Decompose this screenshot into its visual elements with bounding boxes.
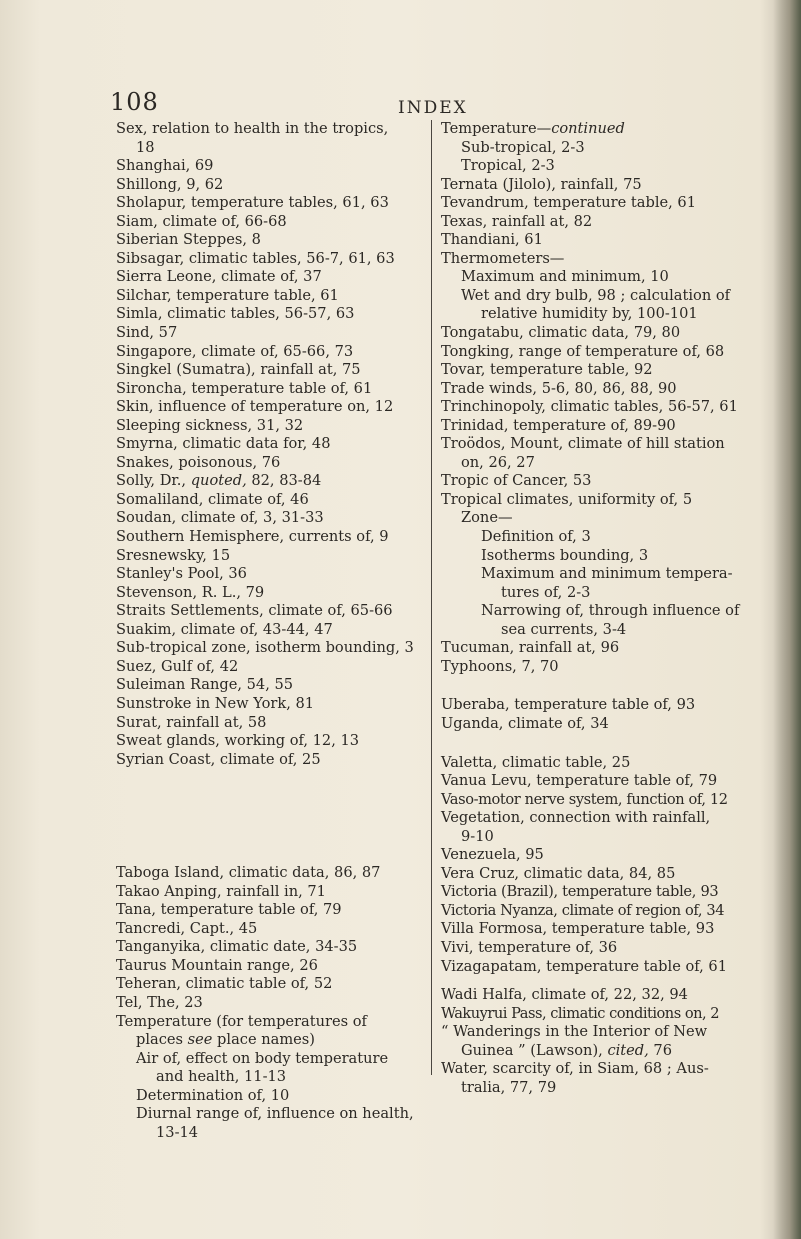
index-entry: Tongking, range of temperature of, 68 [441,342,725,360]
index-entry: Singkel (Sumatra), rainfall at, 75 [116,361,361,379]
index-entry: Somaliland, climate of, 46 [116,490,309,508]
index-entry: Trinchinopoly, climatic tables, 56-57, 61 [441,398,738,416]
index-entry: Wadi Halfa, climate of, 22, 32, 94 [441,986,688,1004]
index-entry: Siberian Steppes, 8 [116,231,261,249]
index-entry: Suakim, climate of, 43-44, 47 [116,620,333,638]
index-entry: Tel, The, 23 [116,993,203,1011]
index-entry: Vaso-motor nerve system, function of, 12 [441,790,728,808]
index-entry: Ternata (Jilolo), rainfall, 75 [441,175,642,193]
index-entry: Sironcha, temperature table of, 61 [116,379,373,397]
index-entry: Simla, climatic tables, 56-57, 63 [116,305,355,323]
index-entry: Tongatabu, climatic data, 79, 80 [441,324,681,342]
index-entry: Sholapur, temperature tables, 61, 63 [116,194,389,212]
index-column-left [116,120,416,1142]
index-entry: “ Wanderings in the Interior of New [441,1023,708,1041]
index-entry: Taboga Island, climatic data, 86, 87 [116,864,381,882]
index-subentry: Sub-tropical, 2-3 [461,138,585,156]
index-entry: Thandiani, 61 [441,231,543,249]
letter-group-gap [441,976,751,986]
index-entry: Victoria (Brazil), temperature table, 93 [441,883,719,901]
index-entry: Temperature (for temperatures of [116,1012,367,1030]
index-entry: Tancredi, Capt., 45 [116,919,258,937]
index-entry-continuation: 18 [136,138,155,156]
column-divider [431,120,432,1075]
index-entry: Teheran, climatic table of, 52 [116,975,333,993]
index-entry-continuation: 9-10 [461,827,494,845]
index-entry: Silchar, temperature table, 61 [116,286,339,304]
index-entry: Sresnewsky, 15 [116,546,231,564]
continued-heading: Temperature—continued [441,120,625,137]
index-entry: Suleiman Range, 54, 55 [116,676,294,694]
index-subentry: Definition of, 3 [481,528,591,546]
index-entry: Taurus Mountain range, 26 [116,956,318,974]
letter-group-gap [441,734,751,754]
index-entry: Surat, rainfall at, 58 [116,713,267,731]
index-entry: Villa Formosa, temperature table, 93 [441,920,715,938]
index-entry: Vizagapatam, temperature table of, 61 [441,957,727,975]
index-entry-continuation: Guinea ” (Lawson), cited, 76 [461,1041,672,1059]
index-entry: Sind, 57 [116,324,178,342]
index-subentry: Diurnal range of, influence on health, [136,1105,414,1123]
index-entry: Valetta, climatic table, 25 [441,753,631,771]
index-entry-continuation: tralia, 77, 79 [461,1078,557,1096]
index-entry: Typhoons, 7, 70 [441,657,559,675]
running-head: INDEX [398,98,468,118]
index-entry: Sibsagar, climatic tables, 56-7, 61, 63 [116,249,395,267]
index-entry: Trinidad, temperature of, 89-90 [441,416,676,434]
index-entry: Tanganyika, climatic date, 34-35 [116,938,358,956]
index-entry: Sunstroke in New York, 81 [116,694,315,712]
index-subentry: Narrowing of, through influence of [481,602,740,620]
index-entry: Southern Hemisphere, currents of, 9 [116,528,389,546]
letter-group-gap [441,676,751,696]
index-entry: Venezuela, 95 [441,846,544,864]
index-subentry: Determination of, 10 [136,1086,290,1104]
index-subentry-continuation: 13-14 [156,1123,199,1141]
index-subentry-continuation: tures of, 2-3 [501,583,591,601]
index-entry: Singapore, climate of, 65-66, 73 [116,342,354,360]
index-entry: Tropic of Cancer, 53 [441,472,592,490]
index-entry: Vegetation, connection with rainfall, [441,809,711,827]
index-entry: Zone— [461,509,513,527]
index-entry: Vivi, temperature of, 36 [441,938,618,956]
index-entry: Snakes, poisonous, 76 [116,453,281,471]
index-subentry: Maximum and minimum, 10 [461,268,669,286]
index-entry: Sweat glands, working of, 12, 13 [116,732,360,750]
index-entry: Tana, temperature table of, 79 [116,901,342,919]
index-entry: Victoria Nyanza, climate of region of, 34 [441,901,725,919]
index-entry: Vanua Levu, temperature table of, 79 [441,772,718,790]
index-entry: Sierra Leone, climate of, 37 [116,268,322,286]
index-entry: Soudan, climate of, 3, 31-33 [116,509,324,527]
index-entry: Suez, Gulf of, 42 [116,657,239,675]
index-entry: Sub-tropical zone, isotherm bounding, 3 [116,639,414,657]
index-entry: Tevandrum, temperature table, 61 [441,194,696,212]
index-entry-continuation: places see place names) [136,1031,315,1049]
index-entry: Vera Cruz, climatic data, 84, 85 [441,864,676,882]
page-edge-shadow [773,0,801,1239]
index-entry: Shillong, 9, 62 [116,175,224,193]
index-subentry-continuation: and health, 11-13 [156,1068,287,1086]
index-subentry: Maximum and minimum tempera- [481,565,733,583]
index-entry: Shanghai, 69 [116,157,214,175]
index-entry: Uberaba, temperature table of, 93 [441,696,696,714]
index-entry: Takao Anping, rainfall in, 71 [116,882,326,900]
index-subentry: Tropical, 2-3 [461,157,555,175]
index-entry: Texas, rainfall at, 82 [441,212,593,230]
index-column-right [441,120,751,1097]
index-entry: Water, scarcity of, in Siam, 68 ; Aus- [441,1060,709,1078]
index-entry: Sex, relation to health in the tropics, [116,120,389,137]
letter-group-gap [116,769,416,864]
index-entry: Tucuman, rainfall at, 96 [441,639,620,657]
index-entry: Syrian Coast, climate of, 25 [116,750,321,768]
index-entry: Tropical climates, uniformity of, 5 [441,490,693,508]
index-entry: Uganda, climate of, 34 [441,714,609,732]
index-subentry-continuation: sea currents, 3-4 [501,620,627,638]
index-entry: Troödos, Mount, climate of hill station [441,435,725,453]
index-entry: Smyrna, climatic data for, 48 [116,435,331,453]
index-entry: Tovar, temperature table, 92 [441,361,653,379]
index-entry: Sleeping sickness, 31, 32 [116,416,304,434]
index-entry: Thermometers— [441,249,565,267]
index-entry: Solly, Dr., quoted, 82, 83-84 [116,472,322,490]
index-entry-continuation: on, 26, 27 [461,453,535,471]
index-entry: Stevenson, R. L., 79 [116,583,265,601]
index-subentry: Air of, effect on body temperature [136,1049,389,1067]
index-entry: Trade winds, 5-6, 80, 86, 88, 90 [441,379,677,397]
page-number: 108 [110,88,159,116]
index-subentry: Isotherms bounding, 3 [481,546,649,564]
index-entry: Skin, influence of temperature on, 12 [116,398,394,416]
index-entry: Siam, climate of, 66-68 [116,212,287,230]
index-entry: Stanley's Pool, 36 [116,565,247,583]
index-subentry: Wet and dry bulb, 98 ; calculation of [461,286,731,304]
index-entry: Wakuyrui Pass, climatic conditions on, 2 [441,1004,720,1022]
index-subentry-continuation: relative humidity by, 100-101 [481,305,698,323]
index-entry: Straits Settlements, climate of, 65-66 [116,602,393,620]
